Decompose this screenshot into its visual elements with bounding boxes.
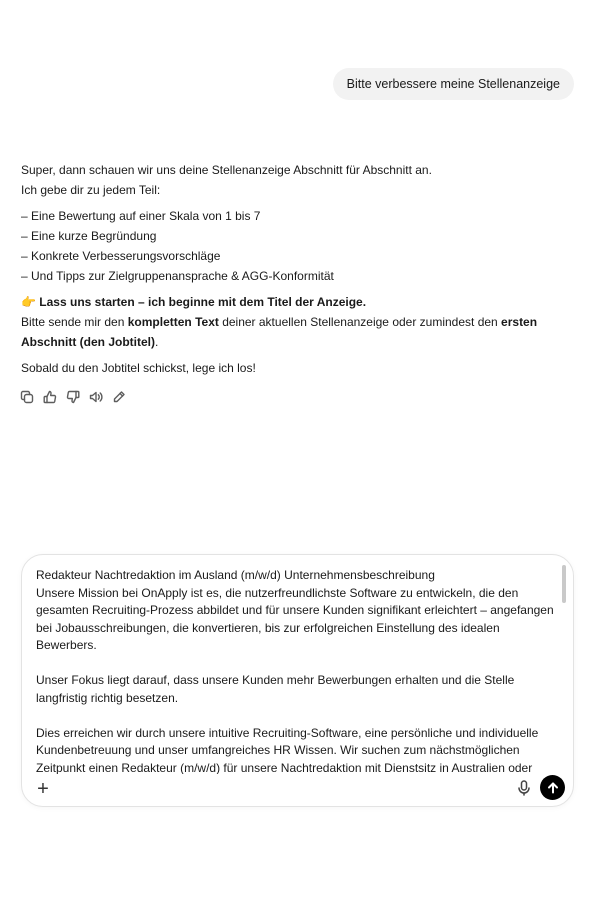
assistant-closing-line: Sobald du den Jobtitel schickst, lege ich los! [21, 361, 256, 375]
assistant-intro-line-1: Super, dann schauen wir uns deine Stellenanzeige Abschnitt für Abschnitt an. [21, 163, 432, 177]
assistant-message [21, 160, 541, 378]
list-item: – Eine Bewertung auf einer Skala von 1 bis 7 [21, 209, 261, 223]
request-text-part: . [155, 335, 159, 349]
thumbs-up-icon[interactable] [43, 390, 57, 404]
copy-icon[interactable] [20, 390, 34, 404]
input-scrollbar[interactable] [562, 565, 566, 603]
add-attachment-button[interactable]: + [37, 778, 49, 800]
read-aloud-icon[interactable] [89, 390, 103, 404]
assistant-bullet-list [21, 206, 541, 286]
edit-icon[interactable] [112, 390, 126, 404]
assistant-request-line [21, 312, 541, 352]
list-item: – Und Tipps zur Zielgruppenansprache & AGG-Konformität [21, 269, 334, 283]
user-message-bubble: Bitte verbessere meine Stellenanzeige [333, 68, 574, 100]
assistant-intro-line-2: Ich gebe dir zu jedem Teil: [21, 183, 161, 197]
assistant-start-text: Lass uns starten – ich beginne mit dem Titel der Anzeige. [39, 295, 367, 309]
message-actions [20, 390, 126, 404]
message-composer [21, 554, 574, 807]
list-item: – Eine kurze Begründung [21, 229, 157, 243]
list-item: – Konkrete Verbesserungsvorschläge [21, 249, 221, 263]
request-bold-part: ersten Abschnitt (den Jobtitel) [21, 315, 538, 349]
request-text-part: Bitte sende mir den [21, 315, 128, 329]
pointing-hand-icon: 👉 [21, 295, 36, 309]
arrow-up-icon [547, 782, 559, 794]
assistant-start-line [21, 292, 541, 312]
send-button[interactable] [540, 775, 565, 800]
microphone-icon[interactable] [517, 780, 531, 796]
thumbs-down-icon[interactable] [66, 390, 80, 404]
request-text-part: deiner aktuellen Stellenanzeige oder zumindest den [218, 315, 502, 329]
message-input[interactable]: Redakteur Nachtredaktion im Ausland (m/w/d) Unternehmensbeschreibung Unsere Mission bei OnApply ist es, die nutzerfreundlichste Software zu entwickeln, die den gesamten Recruiting-Prozess abbildet und für unsere Kunden signifikant erleichtert – angefangen bei Jobausschreibungen, die konvertieren, bis zur erfolgreichen Einstellung des idealen Bewerbers. Unser Fokus liegt darauf, dass unsere Kunden mehr Bewerbungen erhalten und die Stelle langfristig richtig besetzen. Dies erreichen wir durch unsere intuitive Recruiting-Software, eine persönliche und individuelle Kundenbetreuung und unser umfangreiches HR Wissen. Wir suchen zum nächstmöglichen Zeitpunkt einen Redakteur (m/w/d) für unsere Nachtredaktion mit Dienstsitz in Australien oder [36, 568, 554, 774]
request-bold-part: kompletten Text [127, 315, 219, 329]
